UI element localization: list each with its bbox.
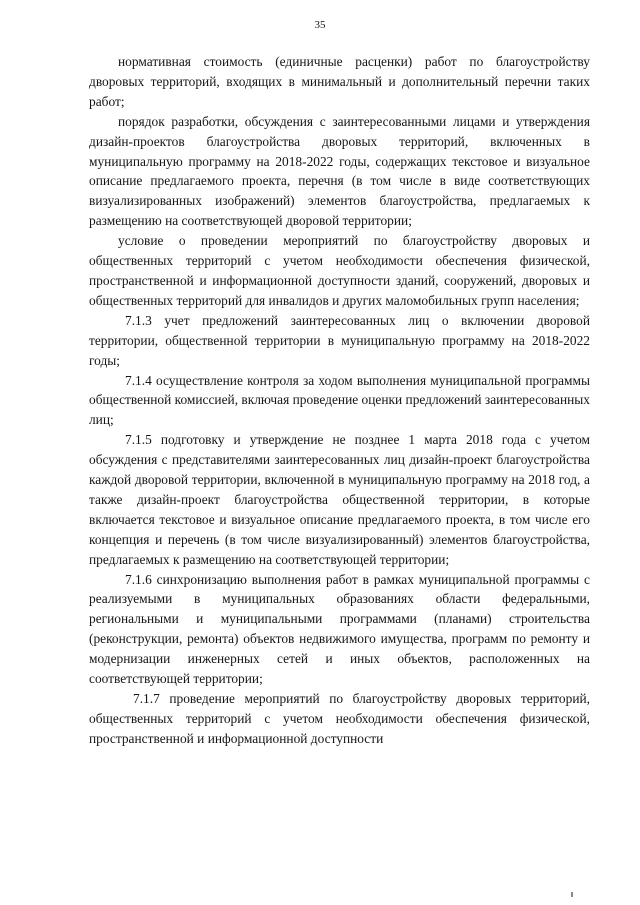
paragraph-7-1-7: 7.1.7 проведение мероприятий по благоустройству дворовых территорий, общественных территорий с учетом необходимости обеспечения физической, пространственной и информационной доступности — [89, 691, 590, 746]
paragraph-7-1-4: 7.1.4 осуществление контроля за ходом выполнения муниципальной программы общественной комиссией, включая проведение оценки предложений заинтересованных лиц; — [89, 372, 590, 428]
document-body — [89, 52, 590, 749]
paragraph-accessibility-condition: условие о проведении мероприятий по благоустройству дворовых и общественных территорий с учетом необходимости обеспечения физической, пространственной и информационной доступности зданий, сооружений, дворовых и общественных территорий для инвалидов и других маломобильных групп населения; — [89, 233, 590, 308]
paragraph-7-1-6: 7.1.6 синхронизацию выполнения работ в рамках муниципальной программы с реализуемыми в муниципальных образованиях области федеральными, региональными и муниципальными программами (планами) строительства (реконструкции, ремонта) объектов недвижимого имущества, программ по ремонту и модернизации инженерных сетей и иных объектов, расположенных на соответствующей территории; — [89, 571, 590, 687]
paragraph-7-1-5: 7.1.5 подготовку и утверждение не позднее 1 марта 2018 года с учетом обсуждения с представителями заинтересованных лиц дизайн-проект благоустройства каждой дворовой территории, включенной в муниципальную программу на 2018 год, а также дизайн-проект благоустройства общественной территории, в которые включается текстовое и визуальное описание предлагаемого проекта, в том числе его концепция и перечень (в том числе визуализированный) элементов благоустройства, предлагаемых к размещению на соответствующей территории; — [89, 432, 590, 567]
paragraph-design-procedure: порядок разработки, обсуждения с заинтересованными лицами и утверждения дизайн-проектов благоустройства дворовых территорий, включенных в муниципальную программу на 2018-2022 годы, содержащих текстовое и визуальное описание предлагаемого проекта, перечня (в том числе в виде соответствующих визуализированных изображений) элементов благоустройства, предлагаемых к размещению на соответствующей дворовой территории; — [89, 113, 590, 229]
paragraph-7-1-3: 7.1.3 учет предложений заинтересованных лиц о включении дворовой территории, общественной территории в муниципальную программу на 2018-2022 годы; — [89, 312, 590, 368]
scan-mark — [571, 892, 573, 897]
page-number: 35 — [314, 19, 326, 31]
paragraph-normative-cost: нормативная стоимость (единичные расценки) работ по благоустройству дворовых территорий, входящих в минимальный и дополнительный перечни таких работ; — [89, 54, 590, 109]
